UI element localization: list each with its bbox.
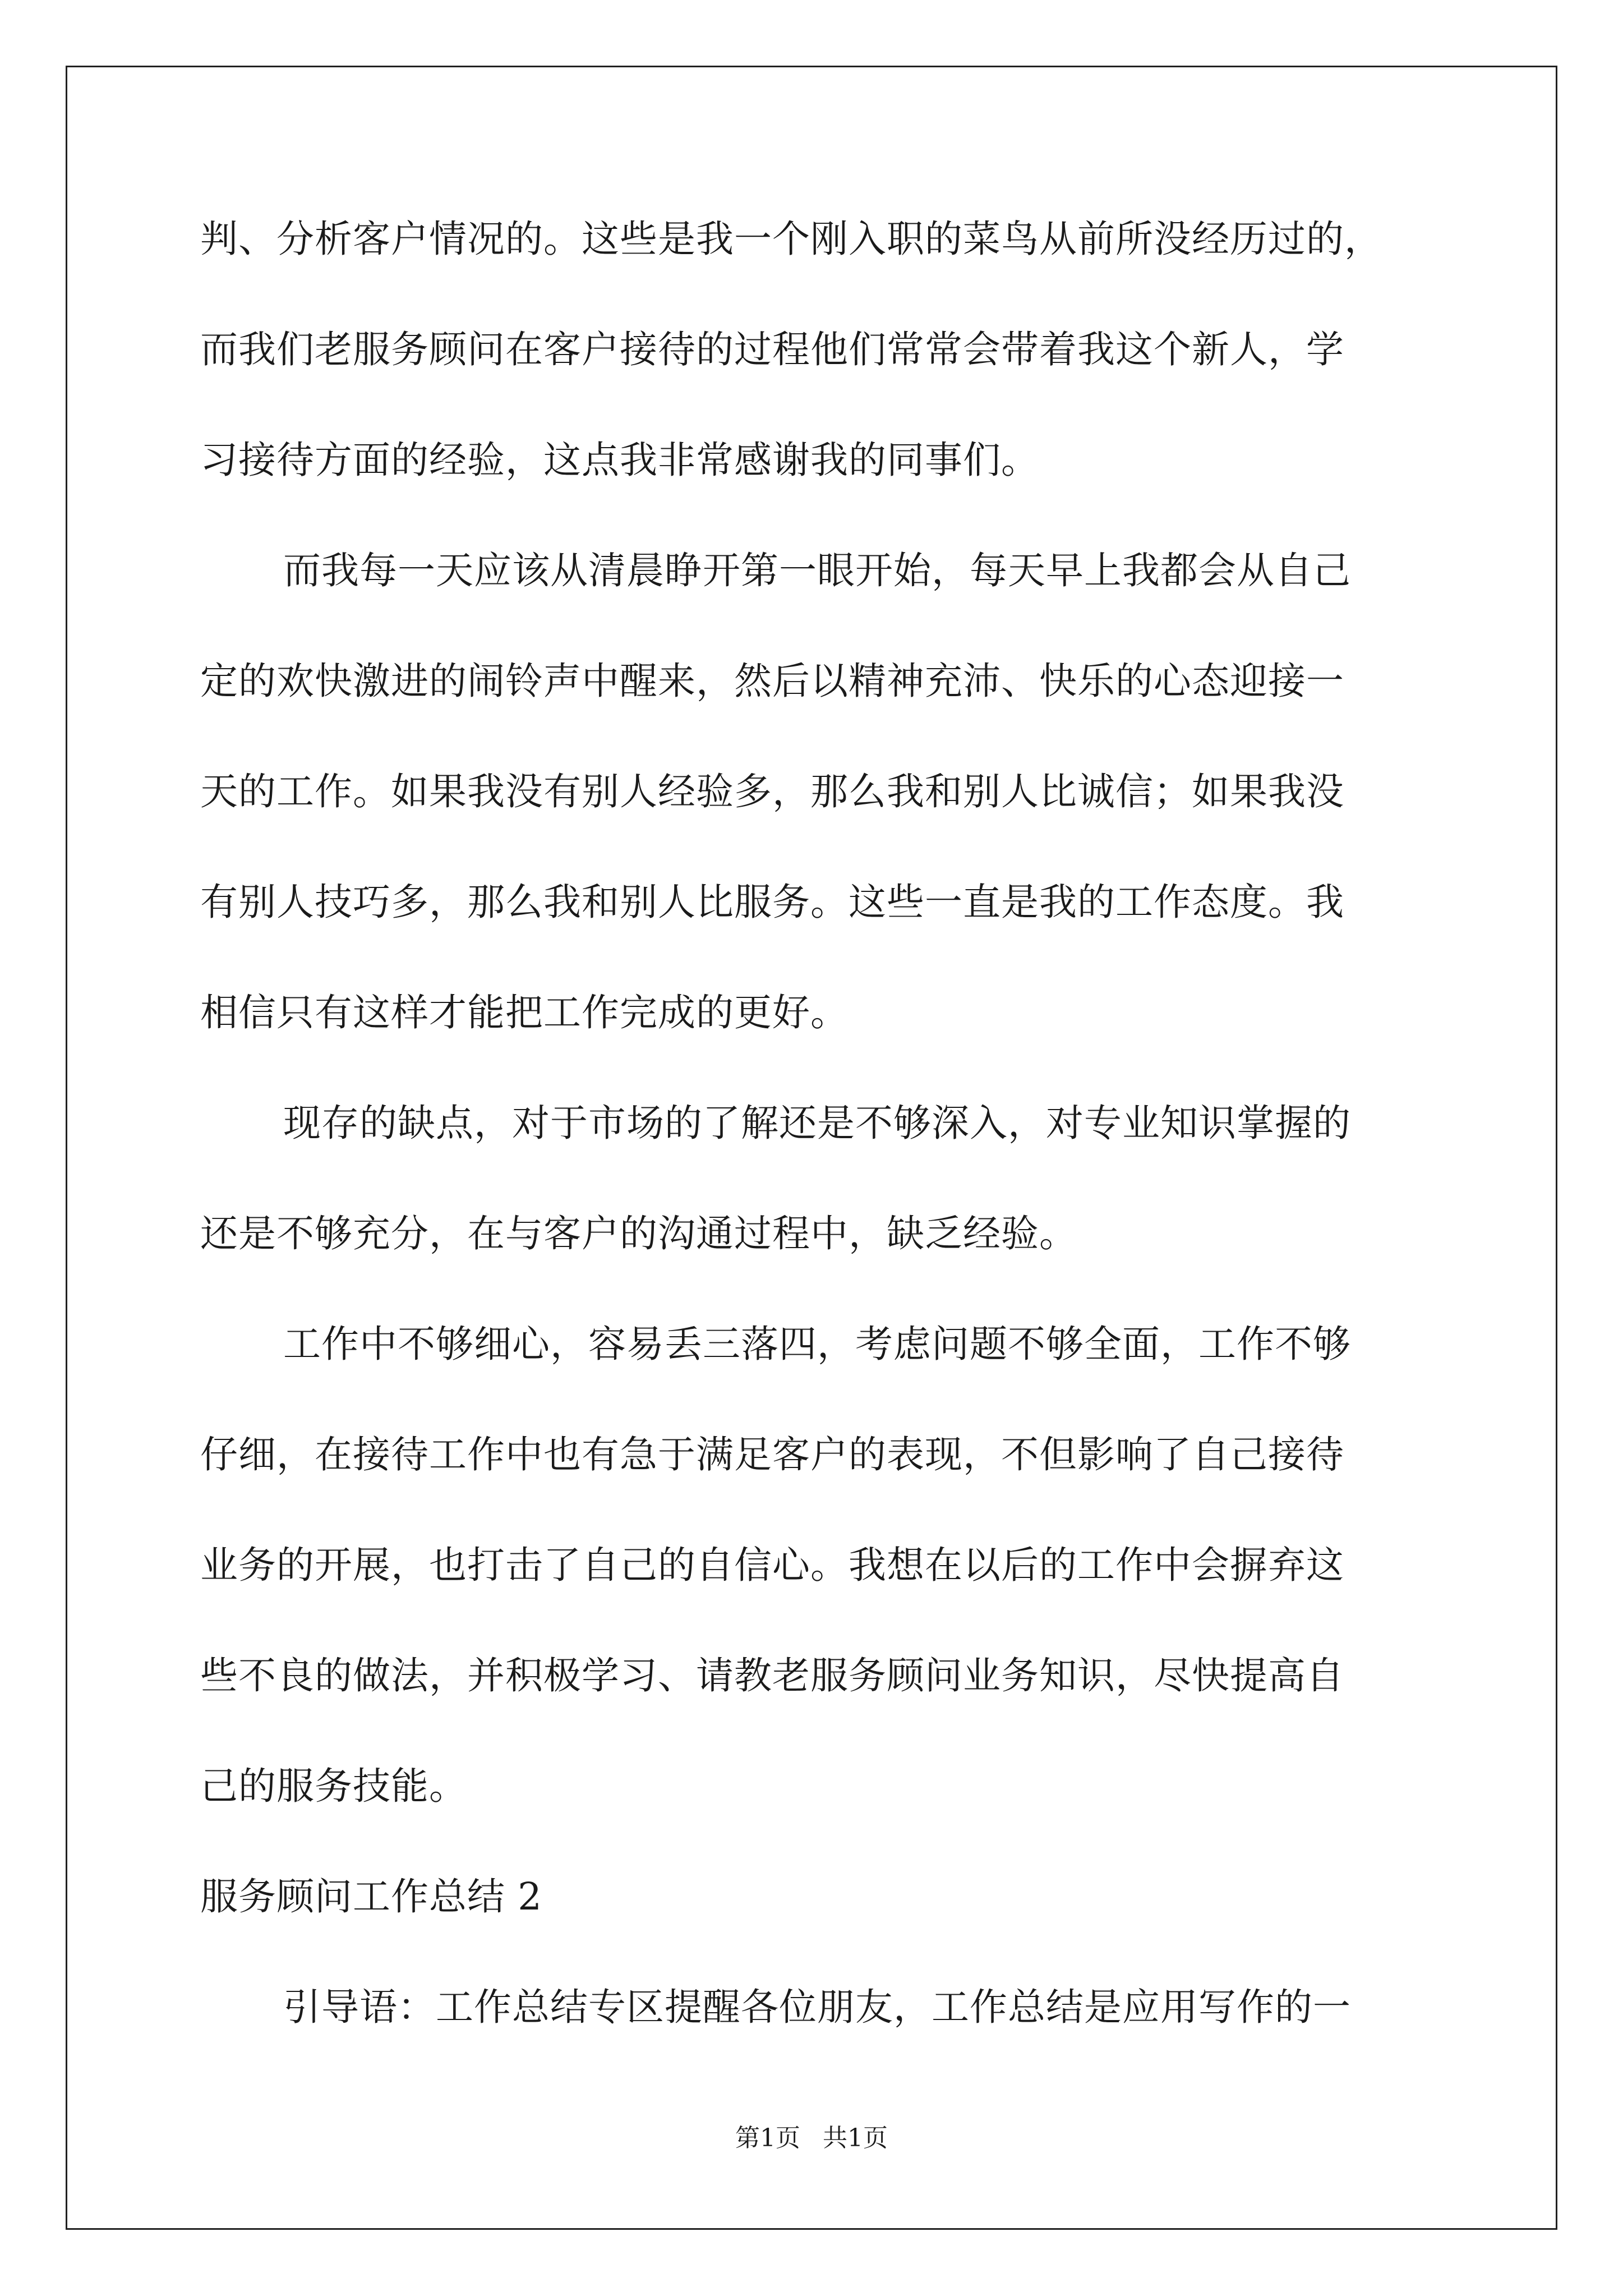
text-line: 相信只有这样才能把工作完成的更好。 <box>200 991 849 1034</box>
section-heading: 服务顾问工作总结 2 <box>200 1875 542 1918</box>
page-number: 第1页 <box>735 2124 800 2152</box>
text-line: 还是不够充分，在与客户的沟通过程中，缺乏经验。 <box>200 1212 1077 1255</box>
text-line: 天的工作。如果我没有别人经验多，那么我和别人比诚信；如果我没 <box>200 770 1344 813</box>
paragraph-first-line: 而我每一天应该从清晨睁开第一眼开始，每天早上我都会从自己 <box>283 549 1351 592</box>
text-line: 仔细，在接待工作中也有急于满足客户的表现，不但影响了自己接待 <box>200 1433 1344 1476</box>
text-line: 定的欢快激进的闹铃声中醒来，然后以精神充沛、快乐的心态迎接一 <box>200 659 1344 703</box>
page-total: 共1页 <box>823 2124 888 2152</box>
text-line: 判、分析客户情况的。这些是我一个刚入职的菜鸟从前所没经历过的， <box>200 217 1382 261</box>
paragraph-first-line: 引导语：工作总结专区提醒各位朋友，工作总结是应用写作的一 <box>283 1985 1351 2029</box>
text-line: 己的服务技能。 <box>200 1764 467 1808</box>
text-line: 而我们老服务顾问在客户接待的过程他们常常会带着我这个新人，学 <box>200 328 1344 371</box>
page-footer <box>0 2122 1623 2155</box>
text-line: 习接待方面的经验，这点我非常感谢我的同事们。 <box>200 438 1039 482</box>
text-line: 业务的开展，也打击了自己的自信心。我想在以后的工作中会摒弃这 <box>200 1543 1344 1587</box>
paragraph-first-line: 工作中不够细心，容易丢三落四，考虑问题不够全面，工作不够 <box>283 1322 1351 1366</box>
text-line: 有别人技巧多，那么我和别人比服务。这些一直是我的工作态度。我 <box>200 880 1344 924</box>
text-line: 些不良的做法，并积极学习、请教老服务顾问业务知识，尽快提高自 <box>200 1654 1344 1697</box>
document-body <box>200 208 1434 2086</box>
paragraph-first-line: 现存的缺点，对于市场的了解还是不够深入，对专业知识掌握的 <box>283 1101 1351 1145</box>
